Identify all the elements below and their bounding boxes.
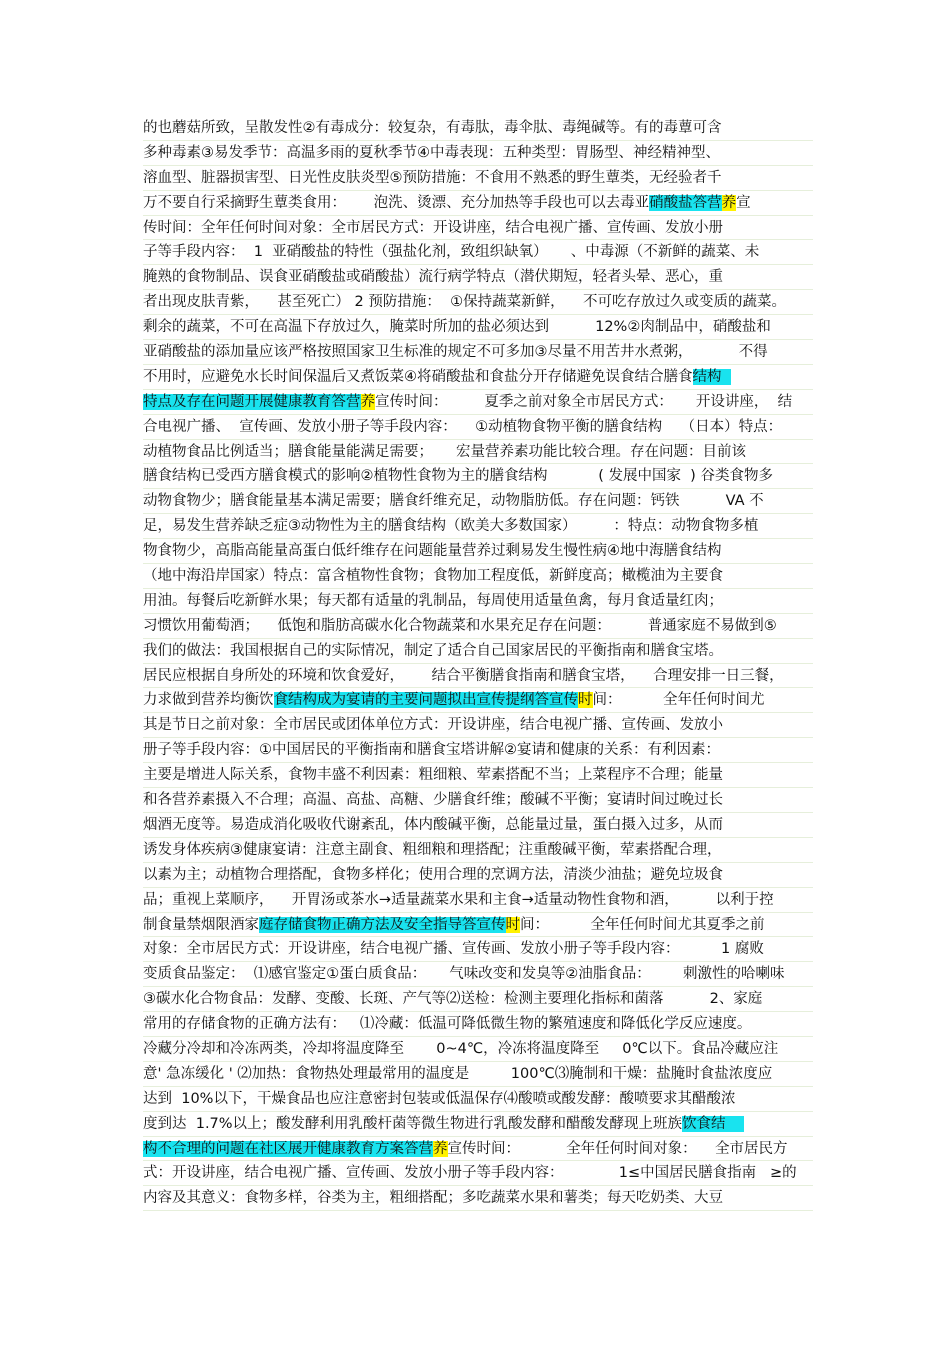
text-line — [143, 464, 813, 489]
text-line — [143, 1137, 813, 1162]
text-segment: 足，易发生营养缺乏症③动物性为主的膳食结构（欧美大多数国家） ：特点：动物食物多植 — [143, 518, 759, 535]
text-line — [143, 564, 813, 589]
text-line — [143, 614, 813, 639]
text-line — [143, 962, 813, 987]
text-line — [143, 713, 813, 738]
highlighted-text: 硝酸盐答营 — [649, 194, 722, 211]
text-segment: 物食物少，高脂高能量高蛋白低纤维存在问题能量营养过剩易发生慢性病④地中海膳食结构 — [143, 543, 722, 560]
text-segment: 传时间：全年任何时间对象：全市居民方式：开设讲座，结合电视广播、宣传画、发放小册 — [143, 219, 723, 236]
text-segment: 我们的做法：我国根据自己的实际情况，制定了适合自己国家居民的平衡指南和膳食宝塔。 — [143, 642, 723, 659]
text-segment: 间： 全年任何时间尤 — [592, 692, 765, 709]
text-line — [143, 1012, 813, 1037]
text-segment: 对象：全市居民方式：开设讲座，结合电视广播、宣传画、发放小册子等手段内容： 1 腐败 — [143, 941, 764, 958]
text-segment: 腌熟的食物制品、误食亚硝酸盐或硝酸盐）流行病学特点（潜伏期短，轻者头晕、恶心，重 — [143, 269, 723, 286]
text-line — [143, 489, 813, 514]
text-segment: 不用时，应避免水长时间保温后又煮饭菜④将硝酸盐和食盐分开存储避免误食结合膳食 — [143, 368, 693, 385]
text-line — [143, 315, 813, 340]
text-segment: 品；重视上菜顺序， 开胃汤或茶水→适量蔬菜水果和主食→适量动物性食物和酒， 以利于控 — [143, 891, 774, 908]
text-segment: 多种毒素③易发季节：高温多雨的夏秋季节④中毒表现：五种类型：胃肠型、神经精神型、 — [143, 144, 720, 161]
highlighted-text: 饮食结 — [682, 1115, 744, 1132]
text-line — [143, 738, 813, 763]
text-segment: 用油。每餐后吃新鲜水果；每天都有适量的乳制品，每周使用适量鱼禽，每月食适量红肉； — [143, 592, 723, 609]
text-segment: 变质食品鉴定： ⑴感官鉴定①蛋白质食品： 气味改变和发臭等②油脂食品： 刺激性的哈喇味 — [143, 966, 785, 983]
text-line — [143, 1087, 813, 1112]
highlighted-text: 食结构成为宴请的主要问题拟出宣传提纲答宣传 — [273, 692, 578, 709]
text-segment: 和各营养素摄入不合理；高温、高盐、高糖、少膳食纤维；酸碱不平衡；宴请时间过晚过长 — [143, 792, 723, 809]
text-line — [143, 440, 813, 465]
text-line — [143, 589, 813, 614]
text-line — [143, 788, 813, 813]
text-segment: 动物食物少；膳食能量基本满足需要；膳食纤维充足，动物脂肪低。存在问题：钙铁 VA 不 — [143, 493, 764, 510]
text-segment: 亚硝酸盐的添加量应该严格按照国家卫生标准的规定不可多加③尽量不用苦井水煮粥， 不得 — [143, 344, 768, 361]
text-segment: 其是节日之前对象：全市居民或团体单位方式：开设讲座，结合电视广播、宣传画、发放小 — [143, 717, 723, 734]
text-segment: 者出现皮肤青紫， 甚至死亡） 2 预防措施： ①保持蔬菜新鲜， 不可吃存放过久或变质的蔬菜。 — [143, 294, 787, 311]
text-line — [143, 1161, 813, 1186]
text-segment: 常用的存储食物的正确方法有： ⑴冷藏：低温可降低微生物的繁殖速度和降低化学反应速度。 — [143, 1016, 752, 1033]
text-line — [143, 838, 813, 863]
text-segment: 间： 全年任何时间尤其夏季之前 — [520, 916, 765, 933]
text-segment: 制食量禁烟限酒家 — [143, 916, 259, 933]
text-segment: 度到达 1.7%以上；酸发酵利用乳酸杆菌等微生物进行乳酸发酵和醋酸发酵现上班族 — [143, 1115, 683, 1132]
text-segment: 宣传时间： 夏季之前对象全市居民方式： 开设讲座， 结 — [375, 393, 793, 410]
text-line — [143, 888, 813, 913]
text-line — [143, 1037, 813, 1062]
text-line — [143, 913, 813, 938]
highlighted-text: 构不合理的问题在社区展开健康教育方案答营 — [143, 1140, 433, 1157]
text-segment: 以素为主；动植物合理搭配，食物多样化；使用合理的烹调方法，清淡少油盐；避免垃圾食 — [143, 866, 723, 883]
text-line — [143, 1112, 813, 1137]
text-line — [143, 1062, 813, 1087]
text-segment: 式：开设讲座，结合电视广播、宣传画、发放小册子等手段内容： 1≤中国居民膳食指南 ≥的 — [143, 1165, 797, 1182]
text-segment: 合电视广播、 宣传画、发放小册子等手段内容： ①动植物食物平衡的膳食结构 （日本）特点： — [143, 418, 783, 435]
text-segment: 意' 急冻缓化 ' ⑵加热：食物热处理最常用的温度是 100℃⑶腌制和干燥：盐腌时食盐浓度应 — [143, 1065, 773, 1082]
text-line — [143, 639, 813, 664]
text-line — [143, 166, 813, 191]
text-segment: 习惯饮用葡萄酒； 低饱和脂肪高碳水化合物蔬菜和水果充足存在问题： 普通家庭不易做到⑤ — [143, 617, 777, 634]
text-segment: 主要是增进人际关系，食物丰盛不利因素：粗细粮、荤素搭配不当；上菜程序不合理；能量 — [143, 767, 723, 784]
highlighted-text: 时 — [505, 916, 520, 933]
text-line — [143, 390, 813, 415]
highlighted-text: 时 — [578, 692, 593, 709]
highlighted-text: 特点及存在问题开展健康教育答营 — [143, 393, 361, 410]
text-segment: 宣 — [736, 194, 751, 211]
text-segment: 册子等手段内容：①中国居民的平衡指南和膳食宝塔讲解②宴请和健康的关系：有利因素： — [143, 742, 720, 759]
text-segment: ③碳水化合物食品：发酵、变酸、长斑、产气等⑵送检：检测主要理化指标和菌落 2、家庭 — [143, 991, 763, 1008]
document-body — [143, 116, 813, 1211]
highlighted-text: 养 — [360, 393, 375, 410]
text-segment: 冷藏分冷却和冷冻两类，冷却将温度降至 0~4℃，冷冻将温度降至 0℃以下。食品冷藏应注 — [143, 1040, 779, 1057]
text-segment: （地中海沿岸国家）特点：富含植物性食物；食物加工程度低，新鲜度高；橄榄油为主要食 — [143, 568, 723, 585]
text-segment: 内容及其意义：食物多样，谷类为主，粗细搭配；多吃蔬菜水果和薯类；每天吃奶类、大豆 — [143, 1190, 723, 1207]
text-segment: 诱发身体疾病③健康宴请：注意主副食、粗细粮和理搭配；注重酸碱平衡，荤素搭配合理， — [143, 841, 722, 858]
text-segment: 动植物食品比例适当；膳食能量能满足需要； 宏量营养素功能比较合理。存在问题：目前该 — [143, 443, 747, 460]
text-line — [143, 290, 813, 315]
text-line — [143, 688, 813, 713]
text-segment: 溶血型、脏器损害型、日光性皮肤炎型⑤预防措施：不食用不熟悉的野生蕈类，无经验者千 — [143, 169, 722, 186]
text-line — [143, 365, 813, 390]
text-line — [143, 415, 813, 440]
text-line — [143, 763, 813, 788]
text-line — [143, 340, 813, 365]
text-line — [143, 813, 813, 838]
text-segment: 剩余的蔬菜，不可在高温下存放过久，腌菜时所加的盐必须达到 12%②肉制品中，硝酸盐和 — [143, 319, 771, 336]
highlighted-text: 结构 — [692, 368, 731, 385]
text-line — [143, 539, 813, 564]
text-segment: 烟酒无度等。易造成消化吸收代谢紊乱，体内酸碱平衡，总能量过量，蛋白摄入过多，从而 — [143, 816, 723, 833]
text-line — [143, 141, 813, 166]
text-segment: 宣传时间： 全年任何时间对象： 全市居民方 — [447, 1140, 788, 1157]
text-segment: 的也蘑菇所致，呈散发性②有毒成分：较复杂，有毒肽，毒伞肽、毒绳碱等。有的毒蕈可含 — [143, 120, 722, 136]
text-line — [143, 191, 813, 216]
text-line — [143, 937, 813, 962]
highlighted-text: 养 — [433, 1140, 448, 1157]
highlighted-text: 养 — [721, 194, 737, 211]
text-segment: 膳食结构已受西方膳食模式的影响②植物性食物为主的膳食结构 ( 发展中国家 ) 谷类食物多 — [143, 468, 773, 485]
text-line — [143, 216, 813, 241]
text-segment: 达到 10%以下，干燥食品也应注意密封包装或低温保存⑷酸喷或酸发酵：酸喷要求其醋酸浓 — [143, 1090, 736, 1107]
text-segment: 居民应根据自身所处的环境和饮食爱好， 结合平衡膳食指南和膳食宝塔， 合理安排一日三餐， — [143, 667, 784, 684]
highlighted-text: 庭存储食物正确方法及安全指导答宣传 — [259, 916, 506, 933]
text-line — [143, 240, 813, 265]
text-line — [143, 1186, 813, 1211]
text-segment: 子等手段内容： 1 亚硝酸盐的特性（强盐化剂，致组织缺氧） 、中毒源（不新鲜的蔬菜、未 — [143, 244, 760, 261]
text-line — [143, 514, 813, 539]
text-line — [143, 863, 813, 888]
text-line — [143, 987, 813, 1012]
text-segment: 万不要自行采摘野生蕈类食用： 泡洗、烫漂、充分加热等手段也可以去毒亚 — [143, 194, 650, 211]
text-line — [143, 664, 813, 689]
text-line — [143, 116, 813, 141]
text-line — [143, 265, 813, 290]
text-segment: 力求做到营养均衡饮 — [143, 692, 274, 709]
